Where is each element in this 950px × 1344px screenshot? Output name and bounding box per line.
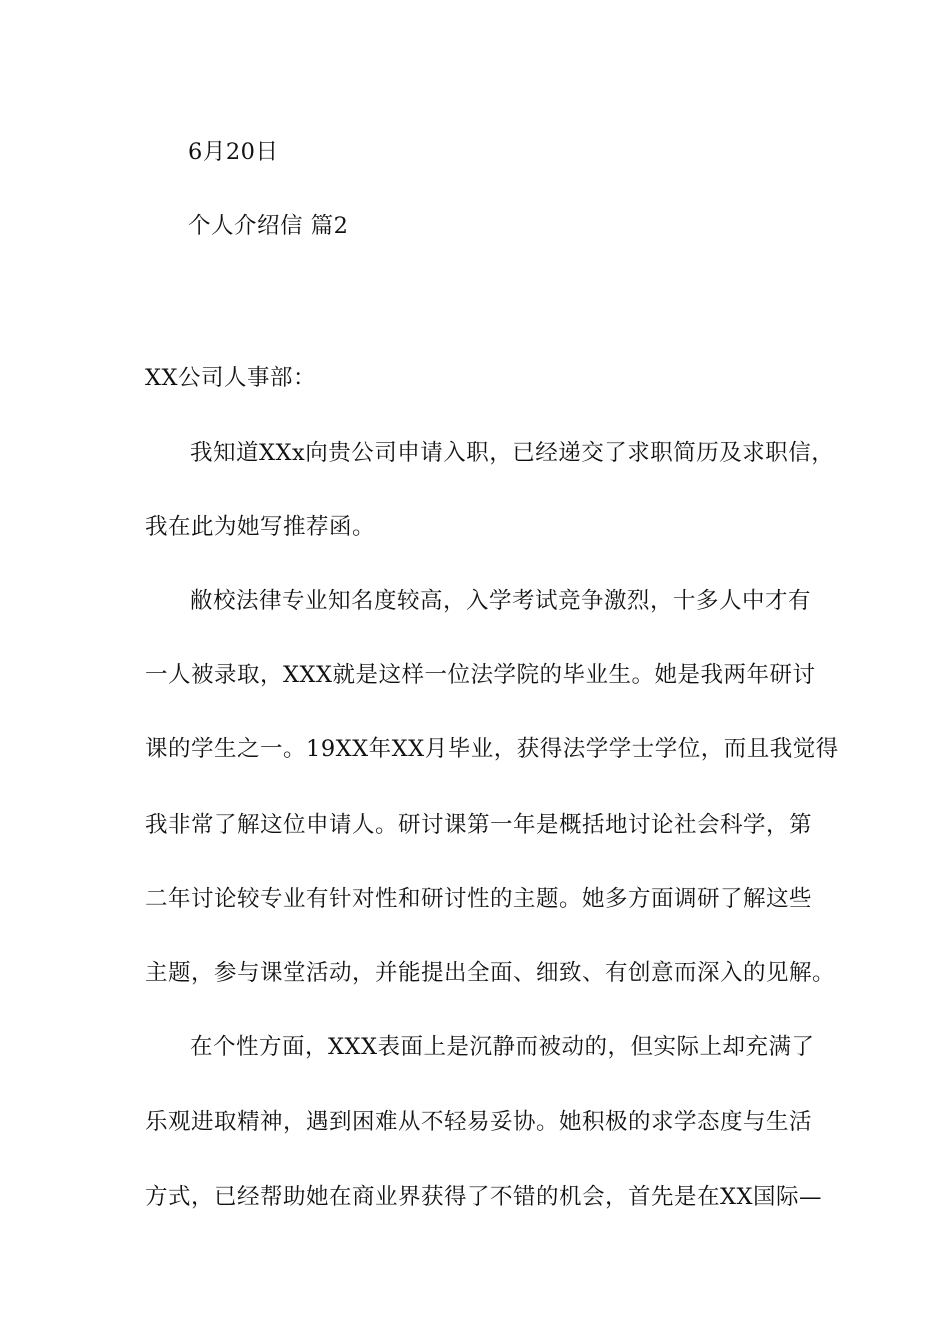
paragraph-line: 我在此为她写推荐函。 bbox=[145, 514, 376, 540]
paragraph-line: 主题，参与课堂活动，并能提出全面、细致、有创意而深入的见解。 bbox=[145, 960, 836, 986]
paragraph-line: 乐观进取精神，遇到困难从不轻易妥协。她积极的求学态度与生活 bbox=[145, 1109, 813, 1135]
paragraph-line: 我非常了解这位申请人。研讨课第一年是概括地讨论社会科学，第 bbox=[145, 812, 813, 838]
letter-date: 6月20日 bbox=[188, 139, 279, 165]
paragraph-line: 方式，已经帮助她在商业界获得了不错的机会，首先是在XX国际— bbox=[145, 1184, 823, 1210]
paragraph-line: 我知道XXx向贵公司申请入职，已经递交了求职简历及求职信， bbox=[190, 440, 835, 466]
paragraph-line: 课的学生之一。19XX年XX月毕业，获得法学学士学位，而且我觉得 bbox=[145, 736, 839, 762]
letter-heading: 个人介绍信 篇2 bbox=[188, 213, 349, 239]
paragraph-line: 在个性方面，XXX表面上是沉静而被动的，但实际上却充满了 bbox=[190, 1034, 815, 1060]
paragraph-line: 敝校法律专业知名度较高，入学考试竞争激烈，十多人中才有 bbox=[190, 588, 812, 614]
paragraph-line: 一人被录取，XXX就是这样一位法学院的毕业生。她是我两年研讨 bbox=[145, 662, 816, 688]
paragraph-line: 二年讨论较专业有针对性和研讨性的主题。她多方面调研了解这些 bbox=[145, 886, 813, 912]
letter-salutation: XX公司人事部： bbox=[145, 365, 317, 391]
